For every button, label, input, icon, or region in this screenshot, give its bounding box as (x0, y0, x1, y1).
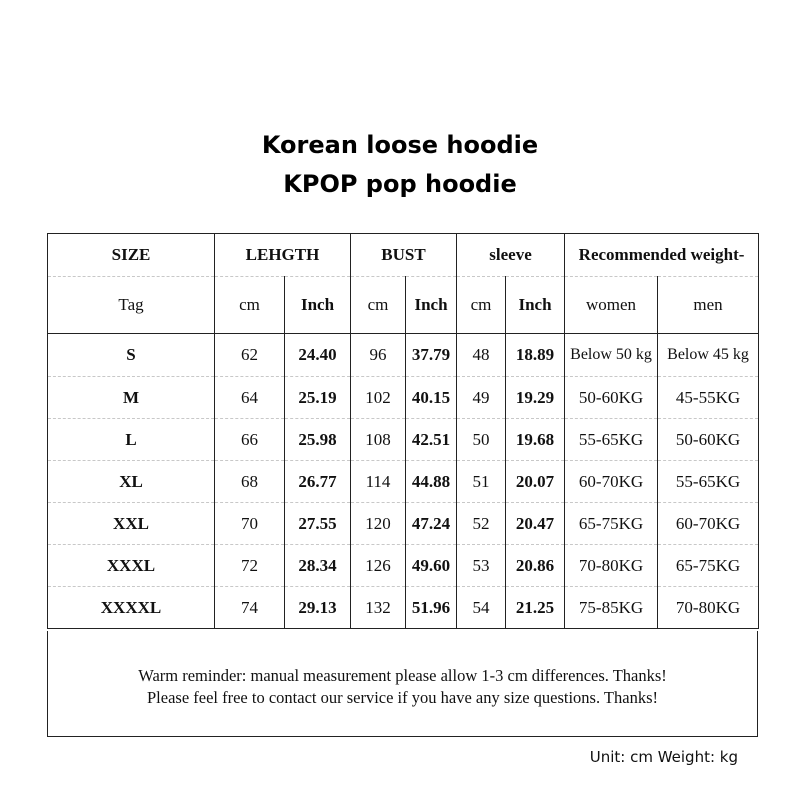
cell-length-inch: 26.77 (285, 461, 351, 503)
cell-bust-inch: 40.15 (406, 377, 457, 419)
cell-size: XXXXL (48, 587, 215, 629)
cell-size: M (48, 377, 215, 419)
cell-bust-cm: 102 (351, 377, 406, 419)
reminder-line-2: Please feel free to contact our service if you have any size questions. Thanks! (146, 688, 658, 707)
table-header-row (48, 234, 759, 277)
header-size: SIZE (48, 234, 215, 277)
cell-length-cm: 62 (215, 334, 285, 377)
cell-length-inch: 25.98 (285, 419, 351, 461)
cell-size: XXXL (48, 545, 215, 587)
cell-men-weight: 65-75KG (658, 545, 759, 587)
cell-sleeve-cm: 52 (457, 503, 506, 545)
subheader-length-cm: cm (215, 277, 285, 334)
table-row (48, 334, 759, 377)
size-chart-table (47, 233, 759, 629)
cell-bust-cm: 108 (351, 419, 406, 461)
reminder-line-1: Warm reminder: manual measurement please allow 1-3 cm differences. Thanks! (138, 666, 667, 685)
subheader-bust-inch: Inch (406, 277, 457, 334)
table-row (48, 419, 759, 461)
cell-sleeve-cm: 50 (457, 419, 506, 461)
cell-men-weight: 60-70KG (658, 503, 759, 545)
cell-length-cm: 72 (215, 545, 285, 587)
cell-sleeve-inch: 20.86 (506, 545, 565, 587)
title-line-1: Korean loose hoodie (261, 131, 539, 159)
cell-women-weight: 55-65KG (565, 419, 658, 461)
cell-length-inch: 29.13 (285, 587, 351, 629)
cell-sleeve-cm: 51 (457, 461, 506, 503)
cell-women-weight: 50-60KG (565, 377, 658, 419)
cell-bust-cm: 96 (351, 334, 406, 377)
subheader-sleeve-cm: cm (457, 277, 506, 334)
subheader-bust-cm: cm (351, 277, 406, 334)
cell-bust-inch: 47.24 (406, 503, 457, 545)
cell-bust-inch: 49.60 (406, 545, 457, 587)
cell-size: XXL (48, 503, 215, 545)
cell-bust-cm: 120 (351, 503, 406, 545)
cell-length-inch: 24.40 (285, 334, 351, 377)
cell-bust-inch: 42.51 (406, 419, 457, 461)
table-subheader-row (48, 277, 759, 334)
cell-sleeve-cm: 48 (457, 334, 506, 377)
cell-length-cm: 64 (215, 377, 285, 419)
cell-length-inch: 28.34 (285, 545, 351, 587)
subheader-length-inch: Inch (285, 277, 351, 334)
subheader-women: women (565, 277, 658, 334)
header-recommended-weight: Recommended weight- (565, 234, 759, 277)
cell-men-weight: 70-80KG (658, 587, 759, 629)
cell-men-weight: 55-65KG (658, 461, 759, 503)
cell-length-inch: 25.19 (285, 377, 351, 419)
cell-length-cm: 66 (215, 419, 285, 461)
header-sleeve: sleeve (457, 234, 565, 277)
cell-sleeve-inch: 19.68 (506, 419, 565, 461)
cell-sleeve-inch: 18.89 (506, 334, 565, 377)
cell-men-weight: 50-60KG (658, 419, 759, 461)
cell-bust-cm: 114 (351, 461, 406, 503)
cell-bust-cm: 126 (351, 545, 406, 587)
table-row (48, 461, 759, 503)
subheader-men: men (658, 277, 759, 334)
cell-length-cm: 68 (215, 461, 285, 503)
cell-length-cm: 74 (215, 587, 285, 629)
cell-sleeve-cm: 54 (457, 587, 506, 629)
cell-sleeve-inch: 20.47 (506, 503, 565, 545)
cell-sleeve-inch: 20.07 (506, 461, 565, 503)
subheader-tag: Tag (48, 277, 215, 334)
cell-bust-inch: 51.96 (406, 587, 457, 629)
cell-women-weight: 70-80KG (565, 545, 658, 587)
cell-length-cm: 70 (215, 503, 285, 545)
title-line-2: KPOP pop hoodie (283, 170, 517, 198)
cell-bust-inch: 37.79 (406, 334, 457, 377)
header-bust: BUST (351, 234, 457, 277)
cell-size: S (48, 334, 215, 377)
cell-women-weight: 75-85KG (565, 587, 658, 629)
table-row (48, 545, 759, 587)
cell-women-weight: 60-70KG (565, 461, 658, 503)
header-length: LEHGTH (215, 234, 351, 277)
table-row (48, 377, 759, 419)
cell-bust-inch: 44.88 (406, 461, 457, 503)
cell-size: L (48, 419, 215, 461)
cell-men-weight: 45-55KG (658, 377, 759, 419)
cell-sleeve-inch: 21.25 (506, 587, 565, 629)
subheader-sleeve-inch: Inch (506, 277, 565, 334)
cell-sleeve-cm: 49 (457, 377, 506, 419)
table-row (48, 587, 759, 629)
cell-bust-cm: 132 (351, 587, 406, 629)
cell-women-weight: 65-75KG (565, 503, 658, 545)
cell-women-weight: Below 50 kg (565, 334, 658, 377)
table-row (48, 503, 759, 545)
cell-sleeve-cm: 53 (457, 545, 506, 587)
unit-note: Unit: cm Weight: kg (589, 748, 738, 766)
cell-sleeve-inch: 19.29 (506, 377, 565, 419)
cell-length-inch: 27.55 (285, 503, 351, 545)
cell-men-weight: Below 45 kg (658, 334, 759, 377)
cell-size: XL (48, 461, 215, 503)
warm-reminder-box (47, 631, 758, 737)
